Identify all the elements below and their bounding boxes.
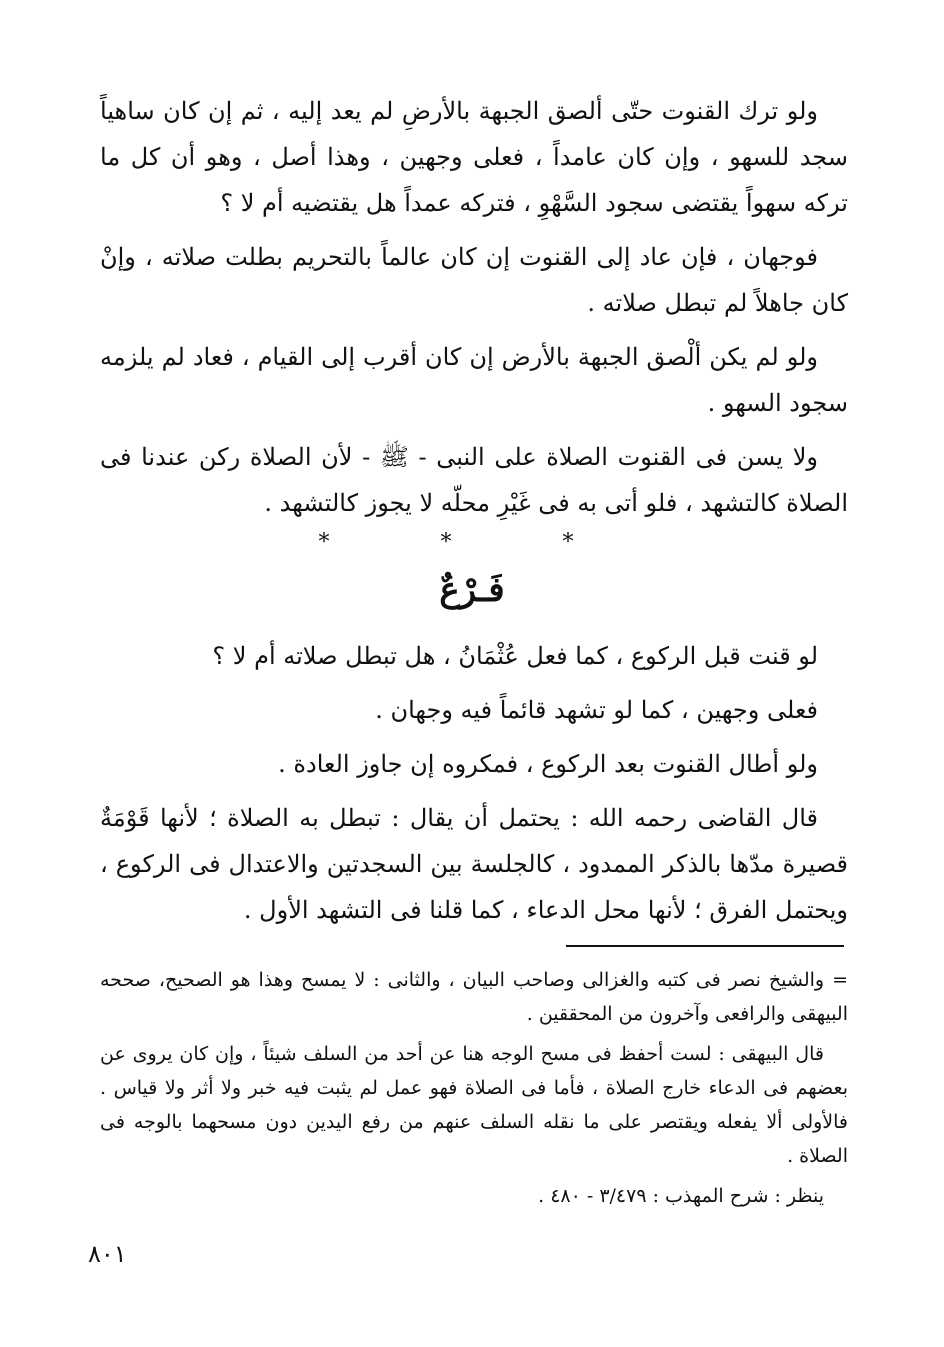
footnote-line: = والشيخ نصر فى كتبه والغزالى وصاحب البيان ، والثانى : لا يمسح وهذا هو الصحيح، صححه البيهقى والرافعى وآخرون من المحققين .: [100, 969, 848, 1025]
paragraph: ولو أطال القنوت بعد الركوع ، فمكروه إن جاوز العادة .: [278, 750, 818, 778]
section-heading: فَـرْعٌ: [439, 570, 505, 610]
footnote-line: ينظر : شرح المهذب : ٣/٤٧٩ - ٤٨٠ .: [538, 1185, 824, 1207]
paragraph: لو قنت قبل الركوع ، كما فعل عُثْمَانُ ، هل تبطل صلاته أم لا ؟: [212, 642, 818, 670]
separator-stars: * * *: [318, 530, 626, 555]
paragraph: ولا يسن فى القنوت الصلاة على النبى - ﷺ - لأن الصلاة ركن عندنا فى الصلاة كالتشهد ، فلو أتى به فى غَيْرِ محلّه لا يجوز كالتشهد .: [100, 443, 848, 517]
main-text-top: [100, 88, 848, 534]
footnote-line: قال البيهقى : لست أحفظ فى مسح الوجه هنا عن أحد من السلف شيئاً ، وإن كان يروى عن بعضهم فى الدعاء خارج الصلاة ، فأما فى الصلاة فهو عمل لم يثبت فيه خبر ولا أثر ولا قياس . فالأولى ألا يفعله ويقتصر على ما نقله السلف عنهم من رفع اليدين دون مسحهما بالوجه فى الصلاة .: [100, 1043, 848, 1167]
main-text-bottom: [100, 633, 848, 941]
paragraph: قال القاضى رحمه الله : يحتمل أن يقال : تبطل به الصلاة ؛ لأنها قَوْمَةٌ قصيرة مدّها بالذكر الممدود ، كالجلسة بين السجدتين والاعتدال فى الركوع ، ويحتمل الفرق ؛ لأنها محل الدعاء ، كما قلنا فى التشهد الأول .: [100, 804, 848, 924]
paragraph: فوجهان ، فإن عاد إلى القنوت إن كان عالماً بالتحريم بطلت صلاته ، وإنْ كان جاهلاً لم تبطل صلاته .: [100, 243, 848, 317]
page-number: ٨٠١: [88, 1240, 127, 1268]
footnotes: [100, 963, 848, 1219]
paragraph: ولو ترك القنوت حتّى ألصق الجبهة بالأرضِ لم يعد إليه ، ثم إن كان ساهياً سجد للسهو ، وإن كان عامداً ، فعلى وجهين ، وهذا أصل ، وهو أن كل ما تركه سهواً يقتضى سجود السَّهْوِ ، فتركه عمداً هل يقتضيه أم لا ؟: [100, 97, 848, 217]
paragraph: فعلى وجهين ، كما لو تشهد قائماً فيه وجهان .: [375, 696, 818, 724]
footnote-divider: [566, 945, 844, 947]
paragraph: ولو لم يكن ألْصق الجبهة بالأرض إن كان أقرب إلى القيام ، فعاد لم يلزمه سجود السهو .: [100, 343, 848, 417]
